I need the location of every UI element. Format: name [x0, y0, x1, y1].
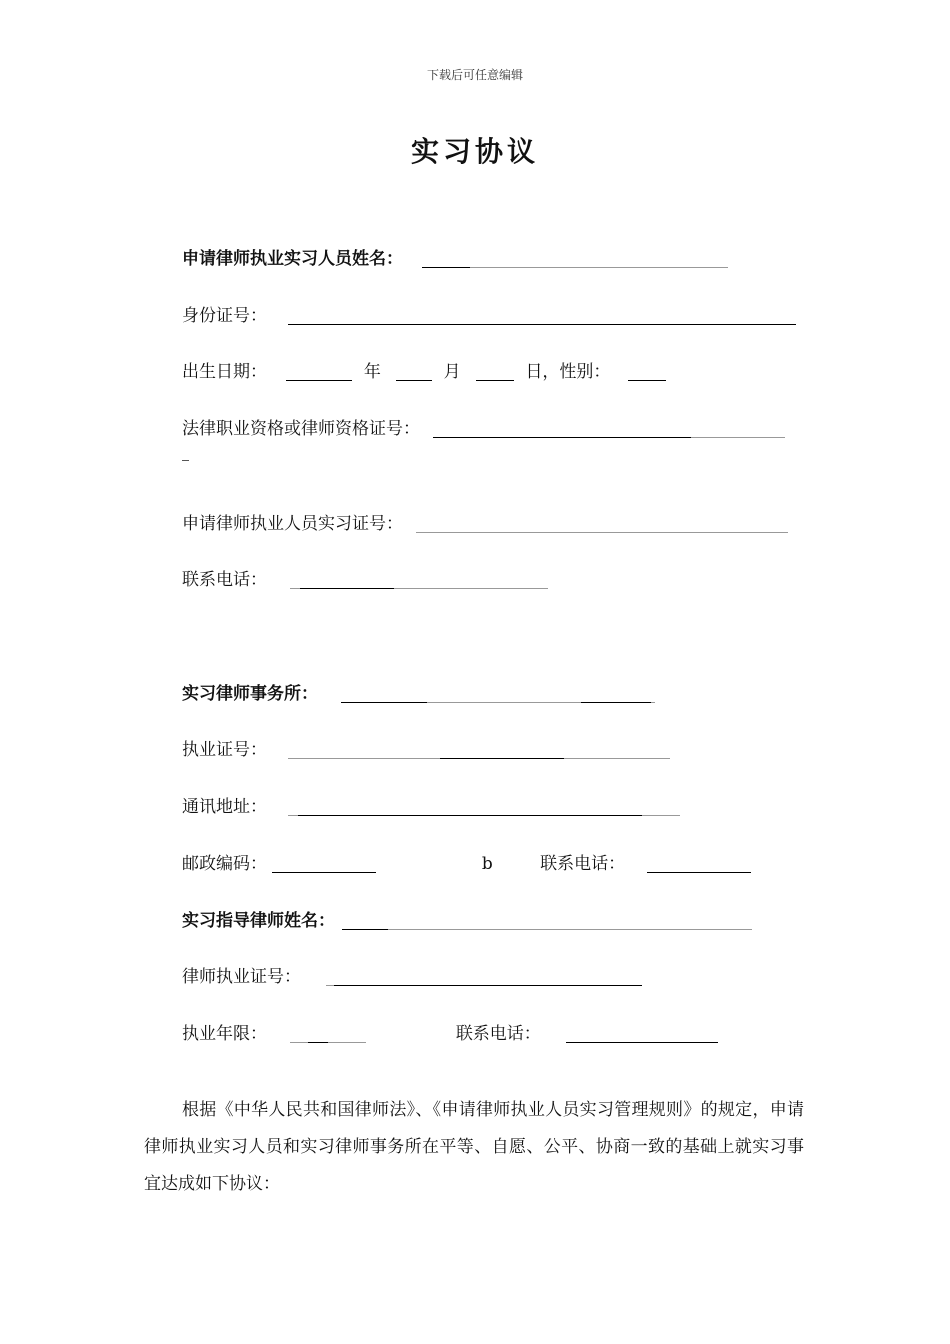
- mentor-license-row: [182, 962, 810, 990]
- qualification-row: [182, 414, 810, 442]
- firm-address-label: 通讯地址：: [182, 796, 267, 817]
- mentor-years-field[interactable]: [290, 1024, 366, 1043]
- mentor-name-label: 实习指导律师姓名：: [182, 910, 335, 931]
- firm-phone-label: 联系电话：: [540, 853, 626, 874]
- mentor-name-field[interactable]: [342, 911, 752, 930]
- wrapped-underline: [182, 460, 189, 461]
- birth-month-field[interactable]: [396, 362, 432, 381]
- document-title: 实习协议: [410, 135, 539, 168]
- birth-date-row: [182, 357, 810, 385]
- firm-address-field[interactable]: [288, 797, 680, 816]
- firm-address-row: [182, 792, 810, 820]
- mentor-phone-label: 联系电话：: [455, 1023, 541, 1044]
- applicant-phone-label: 联系电话：: [182, 569, 267, 590]
- mentor-years-row: [182, 1019, 810, 1047]
- gender-field[interactable]: [628, 362, 666, 381]
- birth-day-field[interactable]: [476, 362, 514, 381]
- firm-license-field[interactable]: [288, 740, 670, 759]
- mentor-license-label: 律师执业证号：: [182, 966, 301, 987]
- day-gender-label: 日，性别：: [525, 361, 611, 382]
- mentor-name-row: [182, 906, 810, 934]
- internship-cert-field[interactable]: [416, 514, 788, 533]
- firm-postcode-label: 邮政编码：: [182, 853, 267, 874]
- firm-name-row: [182, 679, 810, 707]
- firm-license-label: 执业证号：: [182, 739, 267, 760]
- applicant-phone-field[interactable]: [290, 570, 548, 589]
- stray-char: b: [481, 853, 493, 874]
- firm-postcode-row: [182, 849, 810, 877]
- firm-postcode-field[interactable]: [272, 854, 376, 873]
- firm-name-label: 实习律师事务所：: [182, 683, 318, 704]
- month-unit: 月: [443, 361, 461, 382]
- qualification-label: 法律职业资格或律师资格证号：: [182, 418, 420, 439]
- id-number-field[interactable]: [288, 306, 796, 325]
- internship-cert-label: 申请律师执业人员实习证号：: [182, 513, 403, 534]
- firm-name-field[interactable]: [341, 684, 655, 703]
- applicant-name-row: [182, 244, 810, 272]
- id-number-label: 身份证号：: [182, 305, 267, 326]
- year-unit: 年: [363, 361, 381, 382]
- applicant-phone-row: [182, 565, 810, 593]
- applicant-name-field[interactable]: [422, 249, 728, 268]
- mentor-license-field[interactable]: [326, 967, 642, 986]
- birth-date-label: 出生日期：: [182, 361, 267, 382]
- firm-phone-field[interactable]: [647, 854, 751, 873]
- internship-cert-row: [182, 509, 810, 537]
- applicant-name-label: 申请律师执业实习人员姓名：: [182, 248, 403, 269]
- firm-license-row: [182, 735, 810, 763]
- mentor-phone-field[interactable]: [566, 1024, 718, 1043]
- qualification-field[interactable]: [433, 419, 785, 438]
- birth-year-field[interactable]: [286, 362, 352, 381]
- mentor-years-label: 执业年限：: [182, 1023, 267, 1044]
- header-note: 下载后可任意编辑: [426, 68, 523, 82]
- id-number-row: [182, 301, 810, 329]
- agreement-paragraph: 根据《中华人民共和国律师法》、《申请律师执业人员实习管理规则》的规定，申请律师执业实习人员和实习律师事务所在平等、自愿、公平、协商一致的基础上就实习事宜达成如下协议：: [144, 1100, 804, 1194]
